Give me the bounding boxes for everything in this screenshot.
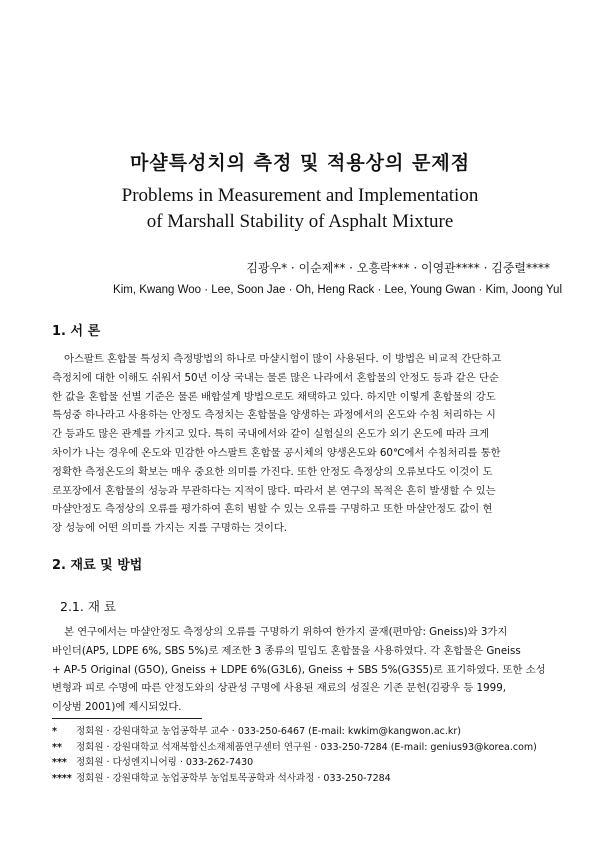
footnote-divider — [52, 718, 202, 719]
body-line: 특성중 하나라고 사용하는 안정도 측정치는 혼합물을 양생하는 과정에서의 온도와 수침 처리하는 시 — [52, 409, 496, 422]
section-2-heading: 2. 재료 및 방법 — [52, 558, 143, 573]
body-line: 측정치에 대한 이해도 쉬워서 50년 이상 국내는 물론 많은 나라에서 혼합물의 안정도 등과 같은 단순 — [52, 371, 499, 384]
footnote — [52, 755, 572, 771]
footnote-mark: * — [52, 726, 57, 737]
authors-korean: 김광우* · 이순제** · 오흥락*** · 이영관**** · 김중렬**** — [246, 261, 550, 275]
footnote-text: 정회원 · 강원대학교 농업공학부 교수 · 033-250-6467 (E-mail: kwkim@kangwon.ac.kr) — [76, 726, 462, 737]
body-line: 로포장에서 혼합물의 성능과 무관하다는 지적이 많다. 따라서 본 연구의 목적은 흔히 발생할 수 있는 — [52, 484, 496, 497]
body-line: 바인더(AP5, LDPE 6%, SBS 5%)로 제조한 3 종류의 밀입도 혼합물을 사용하였다. 각 혼합물은 Gneiss — [52, 644, 521, 657]
body-line: 장 성능에 어떤 의미를 가지는 지를 구명하는 것이다. — [52, 522, 288, 535]
body-line: 간 등과도 많은 관계를 가지고 있다. 특히 국내에서와 같이 실험실의 온도가 외기 온도에 따라 크게 — [52, 428, 490, 441]
footnote-mark: *** — [52, 757, 67, 768]
footnote-text: 정회원 · 강원대학교 석재복합신소재제품연구센터 연구원 · 033-250-7284 (E-mail: genius93@korea.com) — [76, 741, 537, 753]
footnotes — [52, 724, 572, 786]
body-line: 한 값을 혼합물 선별 기준은 물론 배합설계 방법으로도 채택하고 있다. 하지만 이렇게 혼합물의 강도 — [52, 390, 496, 403]
title-english-line-1: Problems in Measurement and Implementation — [121, 185, 479, 206]
body-line: 변형과 피로 수명에 따른 안정도와의 상관성 구명에 사용된 재료의 성질은 기존 문헌(김광우 등 1999, — [52, 682, 507, 695]
authors-english: Kim, Kwang Woo · Lee, Soon Jae · Oh, Heng Rack · Lee, Young Gwan · Kim, Joong Yul — [113, 284, 562, 296]
body-line: 아스팔트 혼합물 특성치 측정방법의 하나로 마샬시험이 많이 사용된다. 이 방법은 비교적 간단하고 — [64, 353, 502, 365]
footnote — [52, 724, 572, 740]
footnote-mark: **** — [52, 772, 72, 784]
title-korean: 마샬특성치의 측정 및 적용상의 문제점 — [129, 152, 471, 174]
section-2-1-body — [52, 623, 556, 717]
body-line: 본 연구에서는 마샬안정도 측정상의 오류를 구명하기 위하여 한가지 골재(편마암: Gneiss)와 3가지 — [64, 626, 508, 638]
footnote — [52, 771, 572, 787]
title-english-line-2: of Marshall Stability of Asphalt Mixture — [146, 211, 454, 232]
body-line: 정확한 측정온도의 확보는 매우 중요한 의미를 가진다. 또한 안정도 측정상의 오류보다도 이것이 도 — [52, 465, 493, 478]
footnote-mark: ** — [52, 741, 62, 753]
body-line: 이상범 2001)에 제시되었다. — [52, 701, 182, 714]
section-1-body — [52, 350, 556, 538]
section-1-heading: 1. 서 론 — [52, 324, 101, 339]
section-2-1-heading: 2.1. 재 료 — [60, 599, 116, 614]
body-line: 마샬안정도 측정상의 오류를 평가하여 흔히 범할 수 있는 오류를 구명하고 또한 마샬안정도 값이 현 — [52, 503, 493, 516]
body-line: 차이가 나는 경우에 온도와 민감한 아스팔트 혼합물 공시체의 양생온도와 60℃에서 수침처리를 통한 — [52, 446, 501, 459]
footnote-text: 정회원 · 다성엔지니어링 · 033-262-7430 — [76, 757, 254, 768]
footnote — [52, 740, 572, 756]
footnote-text: 정회원 · 강원대학교 농업공학부 농업토목공학과 석사과정 · 033-250-7284 — [76, 772, 391, 784]
body-line: + AP-5 Original (G5O), Gneiss + LDPE 6%(G3L6), Gneiss + SBS 5%(G3S5)로 표기하였다. 또한 소성 — [52, 663, 546, 676]
title-english — [0, 183, 600, 235]
